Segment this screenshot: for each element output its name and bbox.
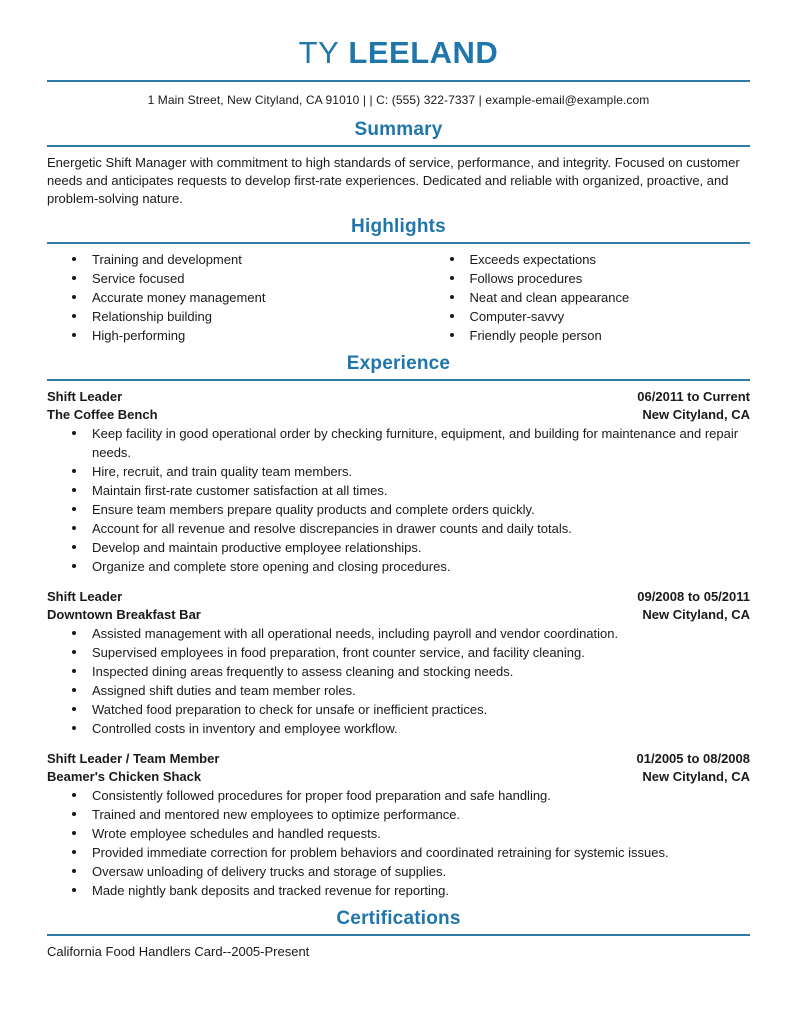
summary-body	[47, 147, 750, 208]
highlights-column-right	[399, 250, 751, 345]
list-item: Wrote employee schedules and handled requests.	[47, 824, 750, 843]
job-bullet-list	[47, 624, 750, 738]
experience-entry	[47, 388, 750, 576]
list-item: Inspected dining areas frequently to assess cleaning and stocking needs.	[47, 662, 750, 681]
list-item: Hire, recruit, and train quality team members.	[47, 462, 750, 481]
list-item: Organize and complete store opening and closing procedures.	[47, 557, 750, 576]
job-company: The Coffee Bench	[47, 407, 158, 423]
candidate-name	[47, 0, 750, 80]
job-bullet-list	[47, 424, 750, 576]
section-title-experience: Experience	[346, 353, 451, 375]
job-company-row	[47, 606, 750, 624]
job-dates: 01/2005 to 08/2008	[636, 751, 750, 767]
job-title: Shift Leader	[47, 589, 123, 605]
job-dates: 06/2011 to Current	[637, 389, 750, 405]
summary-text: Energetic Shift Manager with commitment to high standards of service, performance, and integrity. Focused on customer needs and anticipates requests to develop first-rate experiences. Dedicated and reliable with organized, proactive, and problem-solving nature.	[47, 155, 740, 207]
experience-body	[47, 381, 750, 900]
last-name: LEELAND	[348, 35, 499, 70]
list-item: Account for all revenue and resolve discrepancies in drawer counts and daily totals.	[47, 519, 750, 538]
list-item: Maintain first-rate customer satisfaction at all times.	[47, 481, 750, 500]
certification-text: California Food Handlers Card--2005-Present	[47, 944, 310, 960]
job-title-row	[47, 750, 750, 768]
list-item: Develop and maintain productive employee relationships.	[47, 538, 750, 557]
highlights-columns	[47, 244, 750, 345]
job-bullet-list	[47, 786, 750, 900]
highlights-list-right	[425, 250, 751, 345]
job-title: Shift Leader / Team Member	[47, 751, 220, 767]
list-item: Accurate money management	[47, 288, 399, 307]
list-item: High-performing	[47, 326, 399, 345]
job-title-row	[47, 388, 750, 406]
job-location: New Cityland, CA	[642, 607, 750, 623]
list-item: Assigned shift duties and team member roles.	[47, 681, 750, 700]
list-item: Neat and clean appearance	[425, 288, 751, 307]
contact-line: 1 Main Street, New Cityland, CA 91010 | | C: (555) 322-7337 | example-email@example.com	[147, 93, 650, 108]
list-item: Assisted management with all operational needs, including payroll and vendor coordination.	[47, 624, 750, 643]
list-item: Keep facility in good operational order by checking furniture, equipment, and building for maintenance and repair needs.	[47, 424, 750, 462]
section-title-certifications: Certifications	[336, 908, 461, 930]
section-certifications	[47, 908, 750, 961]
list-item: Relationship building	[47, 307, 399, 326]
list-item: Controlled costs in inventory and employee workflow.	[47, 719, 750, 738]
resume-content	[47, 0, 750, 961]
list-item: Trained and mentored new employees to optimize performance.	[47, 805, 750, 824]
job-company-row	[47, 406, 750, 424]
section-summary	[47, 119, 750, 208]
list-item: Ensure team members prepare quality products and complete orders quickly.	[47, 500, 750, 519]
job-location: New Cityland, CA	[642, 407, 750, 423]
list-item: Watched food preparation to check for unsafe or inefficient practices.	[47, 700, 750, 719]
list-item: Service focused	[47, 269, 399, 288]
section-title-summary: Summary	[354, 119, 443, 141]
list-item: Oversaw unloading of delivery trucks and storage of supplies.	[47, 862, 750, 881]
section-title-highlights: Highlights	[351, 216, 446, 238]
highlights-column-left	[47, 250, 399, 345]
job-dates: 09/2008 to 05/2011	[637, 589, 750, 605]
job-location: New Cityland, CA	[642, 769, 750, 785]
list-item: Made nightly bank deposits and tracked revenue for reporting.	[47, 881, 750, 900]
first-name: TY	[298, 35, 340, 70]
list-item: Supervised employees in food preparation, front counter service, and facility cleaning.	[47, 643, 750, 662]
section-experience	[47, 353, 750, 900]
section-highlights	[47, 216, 750, 345]
list-item: Consistently followed procedures for proper food preparation and safe handling.	[47, 786, 750, 805]
job-company: Beamer's Chicken Shack	[47, 769, 202, 785]
list-item: Provided immediate correction for problem behaviors and coordinated retraining for systemic issues.	[47, 843, 750, 862]
experience-entry	[47, 750, 750, 900]
list-item: Training and development	[47, 250, 399, 269]
job-title-row	[47, 588, 750, 606]
job-company-row	[47, 768, 750, 786]
experience-entry	[47, 588, 750, 738]
list-item: Computer-savvy	[425, 307, 751, 326]
job-title: Shift Leader	[47, 389, 123, 405]
list-item: Exceeds expectations	[425, 250, 751, 269]
job-company: Downtown Breakfast Bar	[47, 607, 201, 623]
highlights-list-left	[47, 250, 399, 345]
list-item: Friendly people person	[425, 326, 751, 345]
list-item: Follows procedures	[425, 269, 751, 288]
